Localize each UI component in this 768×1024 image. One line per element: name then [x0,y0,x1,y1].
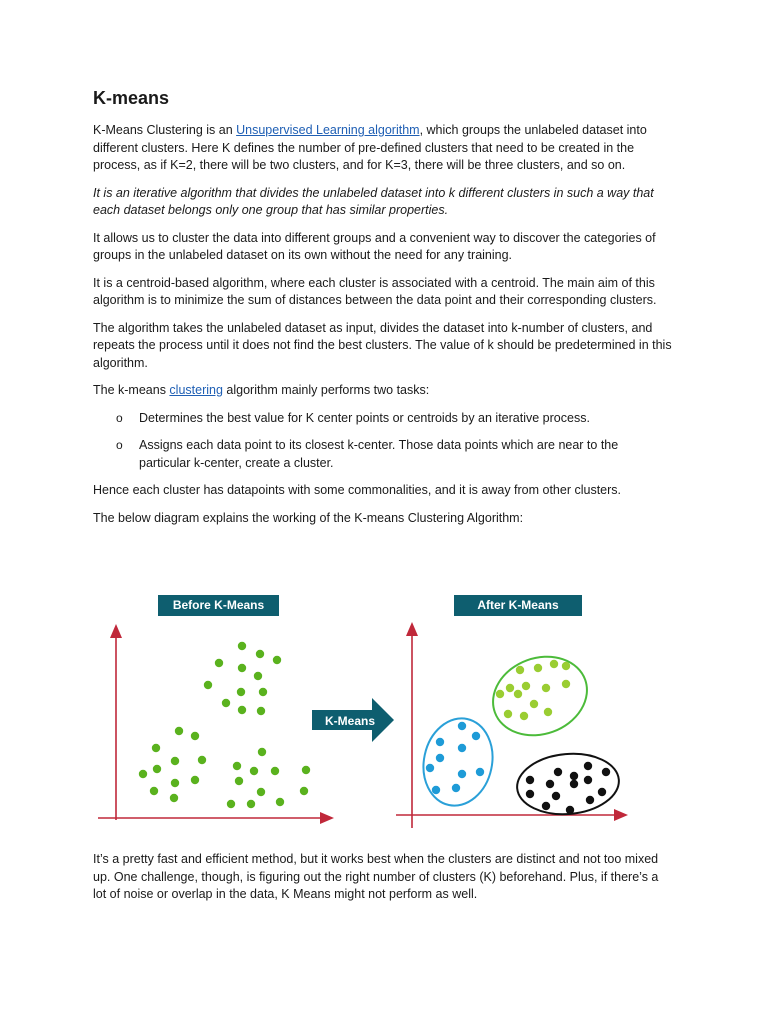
tasks-intro-before: The k-means [93,383,170,397]
diagram-graphic [90,580,650,840]
after-point-blue [458,722,466,730]
task-text: Determines the best value for K center points or centroids by an iterative process. [139,410,590,425]
before-point [227,800,235,808]
closing-section [93,851,673,914]
after-point-green [550,660,558,668]
before-point [171,757,179,765]
after-point-blue [476,768,484,776]
before-point [258,748,266,756]
after-point-black [552,792,560,800]
before-point [254,672,262,680]
kmeans-arrow-icon [312,698,394,742]
after-point-black [598,788,606,796]
before-point [256,650,264,658]
after-point-green [544,708,552,716]
after-point-black [602,768,610,776]
before-point [259,688,267,696]
before-point [238,706,246,714]
after-point-black [570,780,578,788]
after-point-green [520,712,528,720]
page-title: K-means [93,88,170,108]
intro-paragraph [93,122,673,175]
document-body [93,86,673,537]
before-point [204,681,212,689]
before-point [250,767,258,775]
process-paragraph: The algorithm takes the unlabeled dataset as input, divides the dataset into k-number of clusters, and repeats the process until it does not find the best clusters. The value of k should be predetermined in this algorithm. [93,320,672,370]
before-point [273,656,281,664]
after-point-black [546,780,554,788]
before-point [238,664,246,672]
after-point-black [566,806,574,814]
after-point-green [534,664,542,672]
after-point-black [526,790,534,798]
after-point-green [514,690,522,698]
tasks-intro-paragraph [93,382,673,400]
list-item [93,410,673,428]
after-point-black [584,762,592,770]
before-point [152,744,160,752]
after-point-green [506,684,514,692]
before-point [191,732,199,740]
before-point [257,707,265,715]
before-point [233,762,241,770]
tasks-list [93,410,673,473]
closing-paragraph: It’s a pretty fast and efficient method, but it works best when the clusters are distinct and not too mixed up. One challenge, though, is figuring out the right number of clusters (K) beforehand. Plus, if there’s a lot of noise or overlap in the data, K Means might not perform as well. [93,852,659,901]
before-point [271,767,279,775]
after-point-blue [458,744,466,752]
before-point [222,699,230,707]
after-point-blue [432,786,440,794]
list-item [93,437,673,472]
before-kmeans-label: Before K-Means [158,595,279,616]
after-point-green [522,682,530,690]
after-point-green [496,690,504,698]
after-point-black [542,802,550,810]
kmeans-arrow-label: K-Means [324,714,376,728]
after-point-green [562,662,570,670]
before-point [150,787,158,795]
after-axes [396,622,628,828]
before-point [198,756,206,764]
before-points [139,642,310,808]
before-axes [98,624,334,824]
before-point [276,798,284,806]
before-point [257,788,265,796]
after-point-green [562,680,570,688]
after-point-green [516,666,524,674]
after-point-green [504,710,512,718]
clustering-link[interactable]: clustering [169,383,223,397]
after-point-green [542,684,550,692]
before-point [175,727,183,735]
after-point-black [584,776,592,784]
unsupervised-learning-link[interactable]: Unsupervised Learning algorithm [236,123,420,137]
after-point-green [530,700,538,708]
after-point-blue [458,770,466,778]
task-text: Assigns each data point to its closest k-center. Those data points which are near to the particular k-center, create a cluster. [139,438,619,470]
intro-text-before: K-Means Clustering is an [93,123,237,137]
before-point [235,777,243,785]
before-point [302,766,310,774]
after-kmeans-label: After K-Means [454,595,582,616]
after-point-blue [436,754,444,762]
before-point [171,779,179,787]
after-point-black [554,768,562,776]
before-point [238,642,246,650]
before-point [237,688,245,696]
bullet-icon: o [116,410,123,425]
after-point-black [570,772,578,780]
intro-text-after: , which groups the unlabeled dataset into different clusters. Here K defines the number of pre-defined clusters that need to be created in the process, as if K=2, there will be two clusters, and for K=3, there will be three clusters, and so on. [93,123,647,172]
after-point-black [526,776,534,784]
before-point [247,800,255,808]
commonalities-paragraph: Hence each cluster has datapoints with some commonalities, and it is away from other clusters. [93,483,622,497]
before-point [300,787,308,795]
after-point-blue [472,732,480,740]
centroid-paragraph: It is a centroid-based algorithm, where each cluster is associated with a centroid. The main aim of this algorithm is to minimize the sum of distances between the data point and their corresponding clusters. [93,275,657,307]
iterative-paragraph: It is an iterative algorithm that divides the unlabeled dataset into k different clusters in such a way that each dataset belongs only one group that has similar properties. [93,185,654,217]
before-point [139,770,147,778]
after-point-black [586,796,594,804]
tasks-intro-after: algorithm mainly performs two tasks: [222,383,430,397]
diagram-intro-paragraph: The below diagram explains the working of the K-means Clustering Algorithm: [93,510,524,525]
before-point [170,794,178,802]
cluster-groups-paragraph: It allows us to cluster the data into different groups and a convenient way to discover the categories of groups in the unlabeled dataset on its own without the need for any training. [93,230,656,262]
before-point [153,765,161,773]
after-point-blue [452,784,460,792]
before-point [215,659,223,667]
after-point-blue [426,764,434,772]
bullet-icon: o [116,438,123,452]
after-point-blue [436,738,444,746]
before-point [191,776,199,784]
kmeans-diagram [90,580,650,840]
